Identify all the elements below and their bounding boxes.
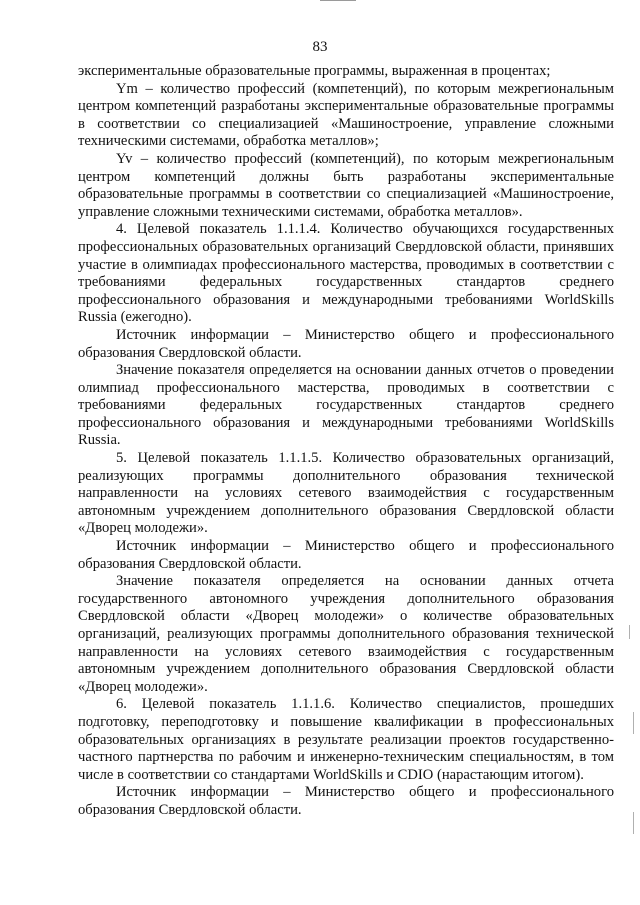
scan-edge-mark — [629, 625, 630, 639]
scan-edge-mark — [633, 812, 634, 834]
document-body — [78, 63, 614, 820]
body-paragraph: Значение показателя определяется на основании данных отчетов о проведении олимпиад профессионального мастерства, проводимых в соответствии с требованиями федеральных государственных стандартов среднего профессионального образования и международными требованиями WorldSkills Russia. — [78, 362, 614, 449]
page-number: 83 — [312, 39, 328, 55]
body-paragraph: Yv – количество профессий (компетенций), по которым межрегиональным центром компетенций должны быть разработаны экспериментальные образовательные программы в соответствии со специализацией «Машиностроение, управление сложными техническими системами, обработка металлов». — [78, 150, 614, 220]
body-paragraph: Источник информации – Министерство общего и профессионального образования Свердловской области. — [78, 784, 614, 818]
body-paragraph: Источник информации – Министерство общего и профессионального образования Свердловской области. — [78, 326, 614, 361]
scan-edge-mark — [633, 712, 634, 734]
body-paragraph: Значение показателя определяется на основании данных отчета государственного автономного учреждения дополнительного образования Свердловской области «Дворец молодежи» о количестве образовательных организаций, реализующих программы дополнительного образования технической направленности на условиях сетевого взаимодействия с государственным автономным учреждением дополнительного образования Свердловской области «Дворец молодежи». — [78, 573, 614, 695]
body-paragraph: 5. Целевой показатель 1.1.1.5. Количество образовательных организаций, реализующих программы дополнительного образования технической направленности на условиях сетевого взаимодействия с государственным автономным учреждением дополнительного образования Свердловской области «Дворец молодежи». — [78, 450, 614, 537]
body-paragraph: Источник информации – Министерство общего и профессионального образования Свердловской области. — [78, 538, 614, 572]
body-paragraph: 4. Целевой показатель 1.1.1.4. Количество обучающихся государственных профессиональных образовательных организаций Свердловской области, принявших участие в олимпиадах профессионального мастерства, проводимых в соответствии с требованиями федеральных государственных стандартов среднего профессионального образования и международными требованиями WorldSkills Russia (ежегодно). — [78, 221, 614, 326]
body-paragraph: экспериментальные образовательные программы, выраженная в процентах; — [78, 63, 551, 79]
body-paragraph: 6. Целевой показатель 1.1.1.6. Количество специалистов, прошедших подготовку, переподготовку и повышение квалификации в профессиональных образовательных организациях в результате реализации проектов государственно-частного партнерства по рабочим и инженерно-техническим специальностям, в том числе в соответствии со стандартами WorldSkills и CDIO (нарастающим итогом). — [78, 696, 614, 783]
scan-edge-mark — [320, 0, 356, 1]
body-paragraph: Ym – количество профессий (компетенций), по которым межрегиональным центром компетенций разработаны экспериментальные образовательные программы в соответствии со специализацией «Машиностроение, управление сложными техническими системами, обработка металлов»; — [78, 80, 614, 150]
